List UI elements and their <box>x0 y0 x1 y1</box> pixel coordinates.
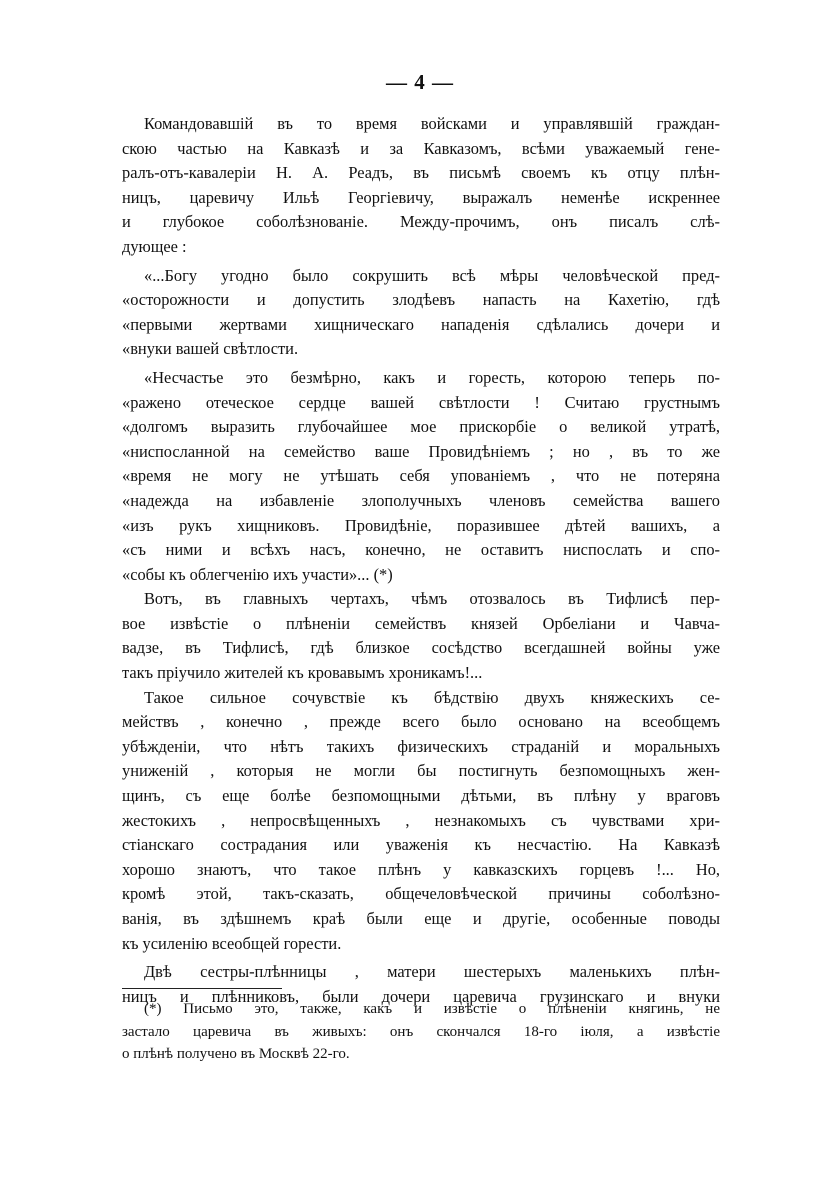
text-line: Двѣ сестры-плѣнницы , матери шестерыхъ маленькихъ плѣн- <box>144 962 720 982</box>
text-line: и глубокое соболѣзнованіе. Между-прочимъ, онъ писалъ слѣ- <box>122 212 720 232</box>
text-line: Такое сильное сочувствіе къ бѣдствію двухъ княжескихъ се- <box>144 687 720 707</box>
text-line: Командовавшій въ то время войсками и управлявшій граждан- <box>144 114 720 133</box>
text-line: дующее : <box>122 236 187 256</box>
text-line: «время не могу не утѣшать себя упованіемъ , что не потеряна <box>122 466 720 486</box>
text-line: «ражено отеческое сердце вашей свѣтлости ! Считаю грустнымъ <box>122 392 720 412</box>
text-line: къ усиленію всеобщей горести. <box>122 933 342 953</box>
text-line: ницъ и плѣнниковъ, были дочери царевича грузинскаго и внуки <box>122 986 720 1006</box>
text-line: «надежда на избавленіе злополучныхъ членовъ семейства вашего <box>122 490 720 510</box>
text-line: «ниспосланной на семейство ваше Провидѣніемъ ; но , въ то же <box>122 441 720 461</box>
paragraph <box>122 686 720 957</box>
text-line: ванія, въ здѣшнемъ краѣ были еще и другіе, особенные поводы <box>122 909 720 928</box>
paragraph <box>122 587 720 685</box>
text-line: такъ пріучило жителей къ кровавымъ хроникамъ!... <box>122 663 483 683</box>
text-line: униженій , которыя не могли бы постигнуть безпомощныхъ жен- <box>122 761 720 781</box>
footnote-line: о плѣнѣ получено въ Москвѣ 22-го. <box>122 1046 350 1062</box>
text-line: «съ ними и всѣхъ насъ, конечно, не оставитъ ниспослать и спо- <box>122 540 720 560</box>
text-line: вое извѣстіе о плѣненіи семействъ князей Орбеліани и Чавча- <box>122 613 720 633</box>
body-text <box>122 112 720 1009</box>
text-line: ралъ-отъ-кавалеріи Н. А. Реадъ, въ письмѣ своемъ къ отцу плѣн- <box>122 163 720 183</box>
footnote <box>122 998 720 1066</box>
text-line: «собы къ облегченію ихъ участи»... (*) <box>122 564 393 584</box>
quote-paragraph <box>122 366 720 587</box>
text-line: «...Богу угодно было сокрушить всѣ мѣры человѣческой пред- <box>144 265 720 285</box>
text-line: мействъ , конечно , прежде всего было основано на всеобщемъ <box>122 712 720 732</box>
text-line: ницъ, царевичу Ильѣ Георгіевичу, выражалъ неменѣе искреннее <box>122 187 720 207</box>
text-line: «долгомъ выразить глубочайшее мое прискорбіе о великой утратѣ, <box>122 417 720 437</box>
text-line: «первыми жертвами хищническаго нападенія сдѣлались дочери и <box>122 314 720 334</box>
text-line: стіанскаго сострадания или уваженія къ несчастію. На Кавказѣ <box>122 835 720 855</box>
text-line: щинъ, съ еще болѣе безпомощными дѣтьми, въ плѣну у враговъ <box>122 786 720 806</box>
text-line: хорошо знаютъ, что такое плѣнъ у кавказскихъ горцевъ !... Но, <box>122 859 720 879</box>
text-line: «изъ рукъ хищниковъ. Провидѣніе, поразившее дѣтей вашихъ, а <box>122 515 720 535</box>
text-line: «Несчастье это безмѣрно, какъ и горесть, которою теперь по- <box>144 367 720 387</box>
paragraph <box>122 112 720 260</box>
text-line: кромѣ этой, такъ-сказать, общечеловѣческой причины соболѣзно- <box>122 884 720 904</box>
footnote-divider <box>122 988 282 989</box>
text-line: жестокихъ , непросвѣщенныхъ , незнакомыхъ съ чувствами хри- <box>122 810 720 830</box>
text-line: Вотъ, въ главныхъ чертахъ, чѣмъ отозвалось въ Тифлисѣ пер- <box>144 589 720 609</box>
footnote-line: застало царевича въ живыхъ: онъ скончался 18-го іюля, а извѣстіе <box>122 1023 720 1040</box>
quote-paragraph <box>122 264 720 362</box>
text-line: скою частью на Кавказѣ и за Кавказомъ, всѣми уважаемый гене- <box>122 138 720 158</box>
page-number: — 4 — <box>386 70 454 94</box>
text-line: «внуки вашей свѣтлости. <box>122 339 299 359</box>
text-line: «осторожности и допустить злодѣевъ напасть на Кахетію, гдѣ <box>122 290 720 310</box>
text-line: вадзе, въ Тифлисѣ, гдѣ близкое сосѣдство всегдашней войны уже <box>122 638 720 658</box>
footnote-line: (*) Письмо это, также, какъ и извѣстіе о плѣненіи княгинь, не <box>144 1001 720 1017</box>
text-line: убѣжденіи, что нѣтъ такихъ физическихъ страданій и моральныхъ <box>122 736 720 756</box>
